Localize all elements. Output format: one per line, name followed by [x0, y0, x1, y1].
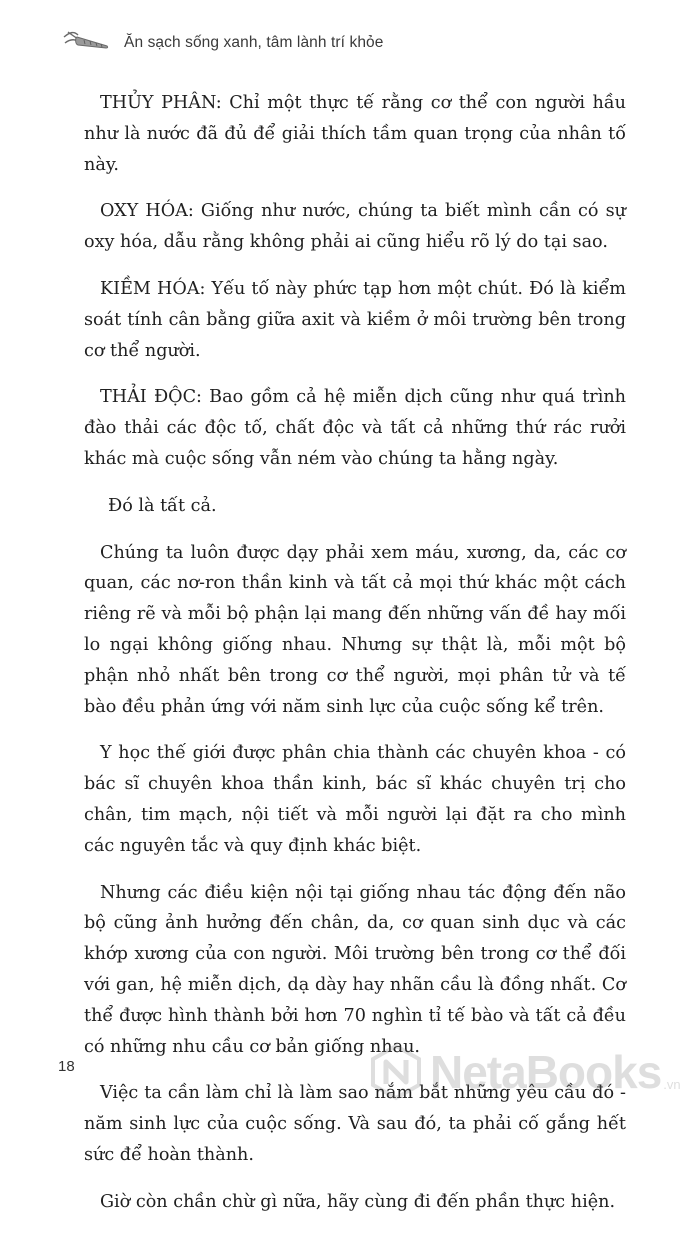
paragraph-what-to-do: Việc ta cần làm chỉ là làm sao nắm bắt những yêu cầu đó - năm sinh lực của cuộc sống. Và sau đó, ta phải cố gắng hết sức để hoàn thành. [84, 1083, 626, 1165]
paragraph-body-parts: Chúng ta luôn được dạy phải xem máu, xương, da, các cơ quan, các nơ-ron thần kinh và tất cả mọi thứ khác một cách riêng rẽ và mỗi bộ phận lại mang đến những vấn đề hay mối lo ngại không giống nhau. Nhưng sự thật là, mỗi một bộ phận nhỏ nhất bên trong cơ thể người, mọi phân tử và tế bào đều phản ứng với năm sinh lực của cuộc sống kể trên. [84, 542, 626, 717]
paragraph-thuy-phan: THỦY PHÂN: Chỉ một thực tế rằng cơ thể con người hầu như là nước đã đủ để giải thích tầm quan trọng của nhân tố này. [84, 93, 626, 175]
running-header [60, 26, 660, 60]
header-title: Ăn sạch sống xanh, tâm lành trí khỏe [124, 34, 384, 51]
paragraph-oxy-hoa: OXY HÓA: Giống như nước, chúng ta biết mình cần có sự oxy hóa, dẫu rằng không phải ai cũng hiểu rõ lý do tại sao. [84, 201, 626, 253]
paragraph-do-la-tat-ca: Đó là tất cả. [108, 495, 217, 516]
body-text [84, 88, 626, 1234]
paragraph-kiem-hoa: KIỀM HÓA: Yếu tố này phức tạp hơn một chút. Đó là kiểm soát tính cân bằng giữa axit và kiềm ở môi trường bên trong cơ thể người. [84, 278, 626, 361]
paragraph-closing: Giờ còn chần chừ gì nữa, hãy cùng đi đến phần thực hiện. [100, 1191, 616, 1212]
watermark-brand: NetaBooks [430, 1046, 662, 1098]
paragraph-internal-conditions: Nhưng các điều kiện nội tại giống nhau tác động đến não bộ cũng ảnh hưởng đến chân, da, cơ quan sinh dục và các khớp xương của con người. Môi trường bên trong cơ thể đối với gan, hệ miễn dịch, dạ dày hay nhãn cầu là đồng nhất. Cơ thể được hình thành bởi hơn 70 nghìn tỉ tế bào và tất cả đều có những nhu cầu cơ bản giống nhau. [84, 882, 626, 1057]
paragraph-specialties: Y học thế giới được phân chia thành các chuyên khoa - có bác sĩ chuyên khoa thần kinh, bác sĩ khác chuyên trị cho chân, tim mạch, nội tiết và mỗi người lại đặt ra cho mình các nguyên tắc và quy định khác biệt. [84, 743, 626, 856]
watermark-suffix: .vn [663, 1077, 681, 1092]
paragraph-thai-doc: THẢI ĐỘC: Bao gồm cả hệ miễn dịch cũng như quá trình đào thải các độc tố, chất độc và tất cả những thứ rác rưởi khác mà cuộc sống vẫn ném vào chúng ta hằng ngày. [84, 387, 626, 469]
carrot-icon [60, 29, 112, 57]
page-number: 18 [58, 1058, 75, 1075]
